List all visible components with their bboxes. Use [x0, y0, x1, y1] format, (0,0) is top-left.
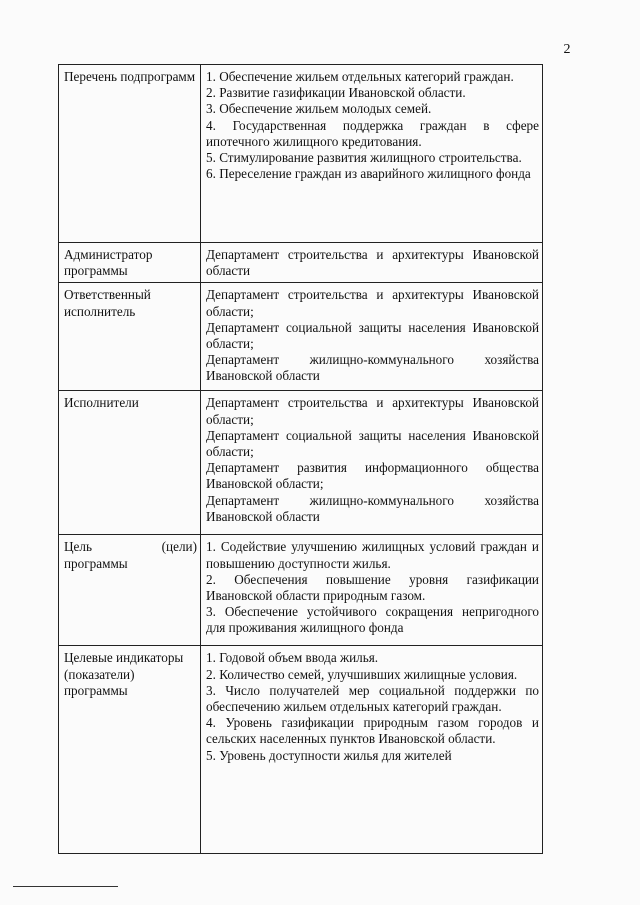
- table-row: [59, 243, 543, 283]
- table-row: [59, 391, 543, 535]
- list-item: 2. Обеспечения повышение уровня газификации Ивановской области природным газом.: [206, 571, 539, 604]
- table-row: [59, 646, 543, 854]
- list-item: 1. Обеспечение жильем отдельных категорий граждан.: [206, 69, 514, 84]
- row-label: Перечень подпрограмм: [59, 65, 201, 243]
- list-item: 2. Количество семей, улучшивших жилищные условия.: [206, 666, 518, 682]
- goal-label-parenthetical: (цели): [161, 539, 197, 555]
- list-item: 2. Развитие газификации Ивановской области.: [206, 85, 466, 101]
- footnote-divider: [13, 886, 118, 887]
- list-item: Департамент строительства и архитектуры Ивановской области: [206, 247, 539, 279]
- row-content: [201, 535, 543, 646]
- list-item: Департамент развития информационного общества Ивановской области;: [206, 460, 539, 492]
- row-label: Исполнители: [59, 391, 201, 535]
- list-item: Департамент жилищно-коммунального хозяйства Ивановской области: [206, 352, 539, 384]
- list-item: 5. Уровень доступности жилья для жителей: [206, 747, 452, 763]
- table-row: [59, 65, 543, 243]
- row-content: [201, 391, 543, 535]
- list-item: Департамент строительства и архитектуры Ивановской области;: [206, 287, 539, 319]
- list-item: 4. Государственная поддержка граждан в сфере ипотечного жилищного кредитования.: [206, 117, 539, 149]
- list-item: 6. Переселение граждан из аварийного жилищного фонда: [206, 166, 531, 182]
- list-item: Департамент жилищно-коммунального хозяйства Ивановской области: [206, 492, 539, 524]
- row-content: [201, 243, 543, 283]
- list-item: 1. Годовой объем ввода жилья.: [206, 650, 379, 666]
- table-row: [59, 283, 543, 391]
- page-number: 2: [563, 42, 571, 57]
- goal-label-word: Цель: [64, 539, 92, 555]
- list-item: Департамент социальной защиты населения Ивановской области;: [206, 427, 539, 460]
- table-row: [59, 535, 543, 646]
- list-item: 3. Обеспечение жильем молодых семей.: [206, 101, 432, 117]
- list-item: 3. Обеспечение устойчивого сокращения непригодного для проживания жилищного фонда: [206, 604, 539, 636]
- list-item: 5. Стимулирование развития жилищного строительства.: [206, 150, 522, 166]
- list-item: 3. Число получателей мер социальной поддержки по обеспечению жильем отдельных категорий граждан.: [206, 682, 539, 715]
- list-item: Департамент социальной защиты населения Ивановской области;: [206, 319, 539, 352]
- row-label: Ответственный исполнитель: [59, 283, 201, 391]
- row-label: [59, 535, 201, 646]
- goal-label-second: программы: [64, 555, 128, 571]
- row-label: Администратор программы: [59, 243, 201, 283]
- list-item: 1. Содействие улучшению жилищных условий граждан и повышению доступности жилья.: [206, 539, 539, 571]
- list-item: 4. Уровень газификации природным газом городов и сельских населенных пунктов Ивановской области.: [206, 715, 539, 747]
- row-content: [201, 283, 543, 391]
- program-passport-table: [58, 64, 543, 854]
- list-item: Департамент строительства и архитектуры Ивановской области;: [206, 395, 539, 427]
- row-label: Целевые индикаторы (показатели) программы: [59, 646, 201, 854]
- row-content: [201, 65, 543, 243]
- row-content: [201, 646, 543, 854]
- goal-label-line: [64, 539, 197, 555]
